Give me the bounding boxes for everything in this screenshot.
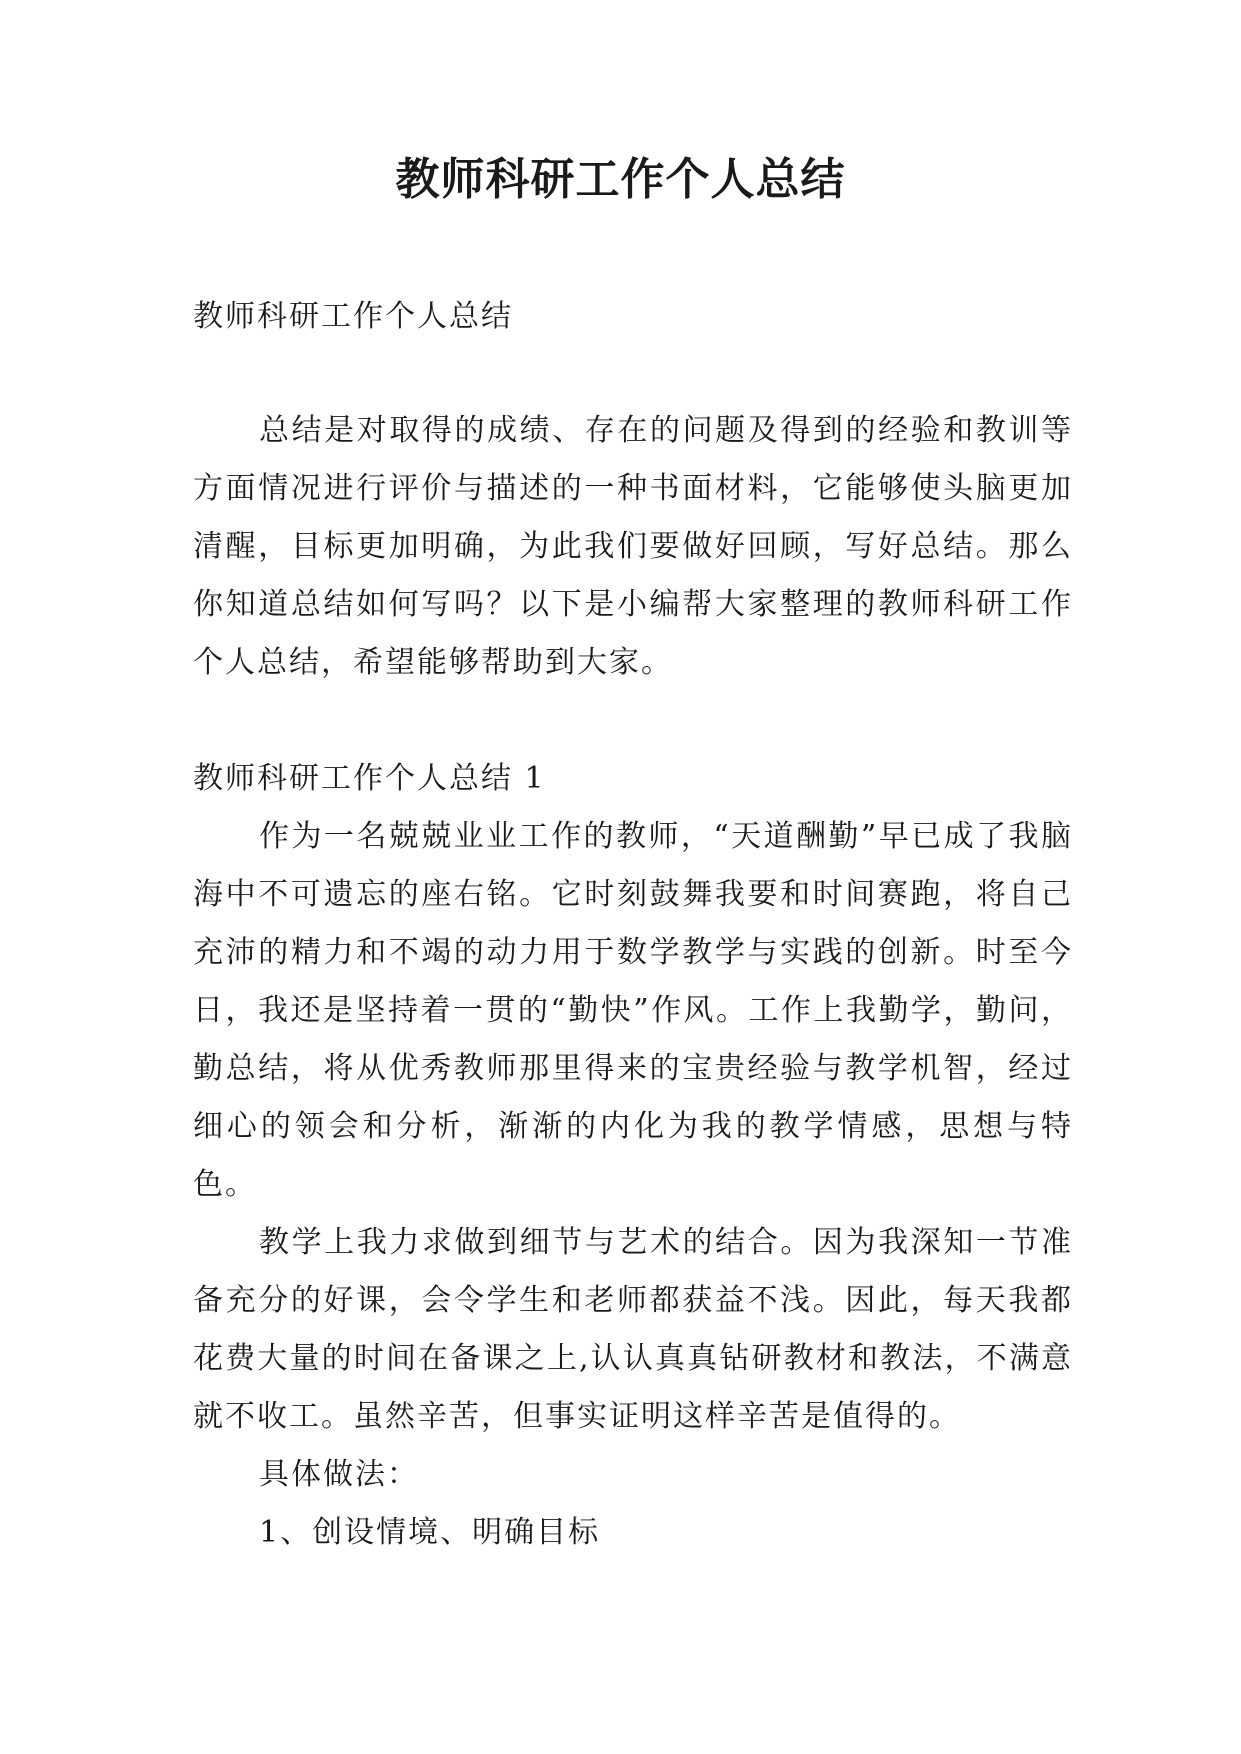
document-title: 教师科研工作个人总结 [395,154,846,205]
list-item: 1、创设情境、明确目标 [259,1515,601,1550]
document-subtitle: 教师科研工作个人总结 [193,299,513,334]
body-paragraph: 具体做法： [259,1457,419,1492]
section-heading: 教师科研工作个人总结 1 [193,761,546,796]
body-paragraph: 作为一名兢兢业业工作的教师，“天道酬勤”早已成了我脑海中不可遗忘的座右铭。它时刻鼓舞我要和时间赛跑，将自己充沛的精力和不竭的动力用于数学教学与实践的创新。时至今日，我还是坚持着一贯的“勤快”作风。工作上我勤学，勤问，勤总结，将从优秀教师那里得来的宝贵经验与教学机智，经过细心的领会和分析，渐渐的内化为我的教学情感，思想与特色。 [193,819,1073,1202]
section-body [193,808,1073,1562]
intro-paragraph: 总结是对取得的成绩、存在的问题及得到的经验和教训等方面情况进行评价与描述的一种书面材料，它能够使头脑更加清醒，目标更加明确，为此我们要做好回顾，写好总结。那么你知道总结如何写吗？以下是小编帮大家整理的教师科研工作个人总结，希望能够帮助到大家。 [193,413,1073,680]
body-paragraph: 教学上我力求做到细节与艺术的结合。因为我深知一节准备充分的好课，会令学生和老师都获益不浅。因此，每天我都花费大量的时间在备课之上,认认真真钻研教材和教法，不满意就不收工。虽然辛苦，但事实证明这样辛苦是值得的。 [193,1225,1073,1434]
